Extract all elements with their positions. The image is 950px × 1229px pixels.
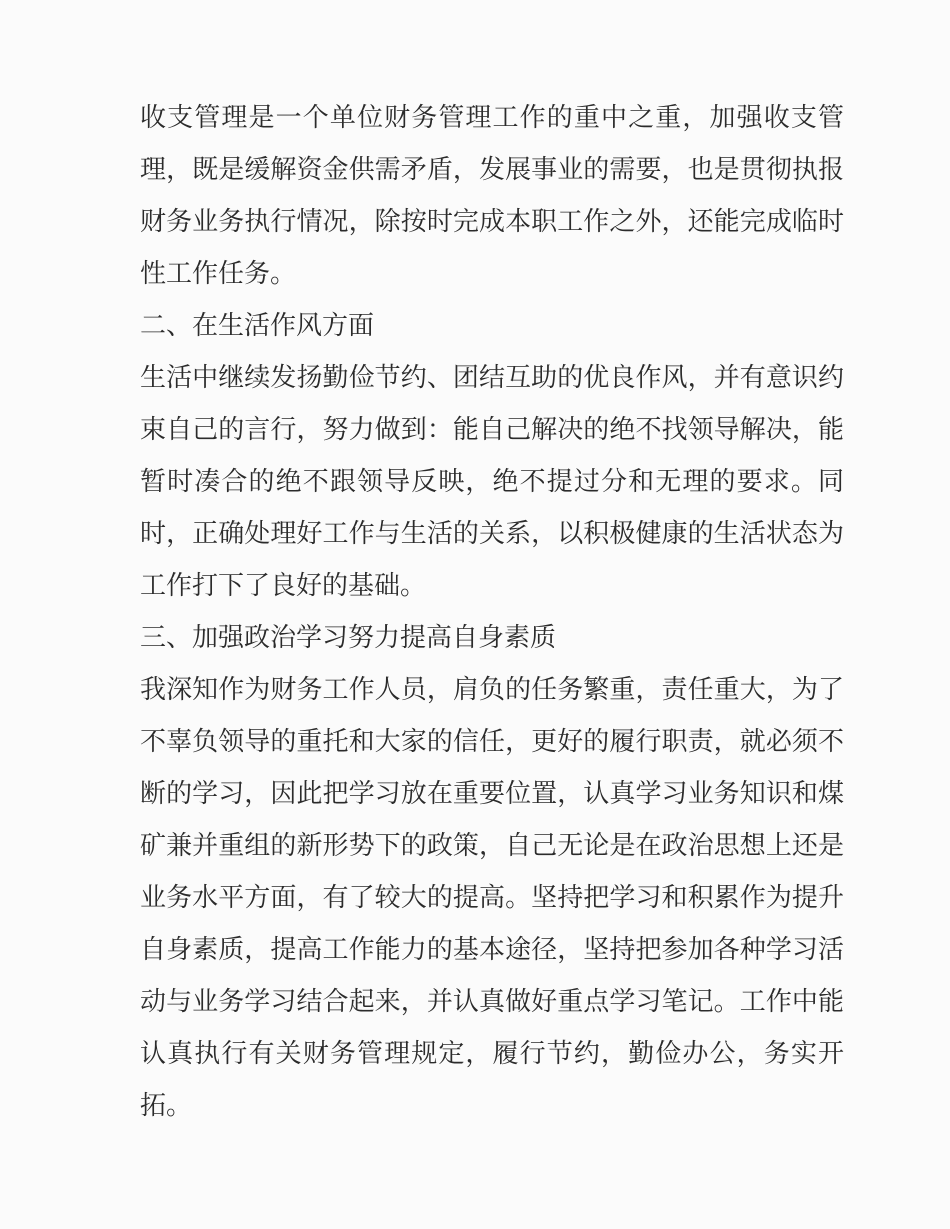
- text-line: 二、在生活作风方面: [140, 311, 375, 340]
- text-line: 财务业务执行情况，除按时完成本职工作之外，还能完成临时: [140, 207, 844, 236]
- text-line: 束自己的言行，努力做到：能自己解决的绝不找领导解决，能: [140, 415, 844, 444]
- text-line: 理，既是缓解资金供需矛盾，发展事业的需要，也是贯彻执报: [140, 155, 844, 184]
- text-line: 自身素质，提高工作能力的基本途径，坚持把参加各种学习活: [140, 935, 844, 964]
- text-line: 生活中继续发扬勤俭节约、团结互助的优良作风，并有意识约: [140, 363, 844, 392]
- text-line: 认真执行有关财务管理规定，履行节约，勤俭办公，务实开: [140, 1039, 844, 1068]
- text-line: 三、加强政治学习努力提高自身素质: [140, 623, 557, 652]
- text-line: 我深知作为财务工作人员，肩负的任务繁重，责任重大，为了: [140, 675, 844, 704]
- text-line: 矿兼并重组的新形势下的政策，自己无论是在政治思想上还是: [140, 831, 844, 860]
- text-line: 工作打下了良好的基础。: [140, 571, 427, 600]
- text-line: 时，正确处理好工作与生活的关系，以积极健康的生活状态为: [140, 519, 844, 548]
- text-line: 动与业务学习结合起来，并认真做好重点学习笔记。工作中能: [140, 987, 844, 1016]
- text-line: 不辜负领导的重托和大家的信任，更好的履行职责，就必须不: [140, 727, 844, 756]
- text-line: 暂时凑合的绝不跟领导反映，绝不提过分和无理的要求。同: [140, 467, 844, 496]
- document-text-block: [140, 92, 844, 1132]
- text-line: 拓。: [140, 1091, 193, 1120]
- text-line: 性工作任务。: [140, 259, 297, 288]
- text-line: 业务水平方面，有了较大的提高。坚持把学习和积累作为提升: [140, 883, 844, 912]
- text-line: 收支管理是一个单位财务管理工作的重中之重，加强收支管: [140, 103, 844, 132]
- text-line: 断的学习，因此把学习放在重要位置，认真学习业务知识和煤: [140, 779, 844, 808]
